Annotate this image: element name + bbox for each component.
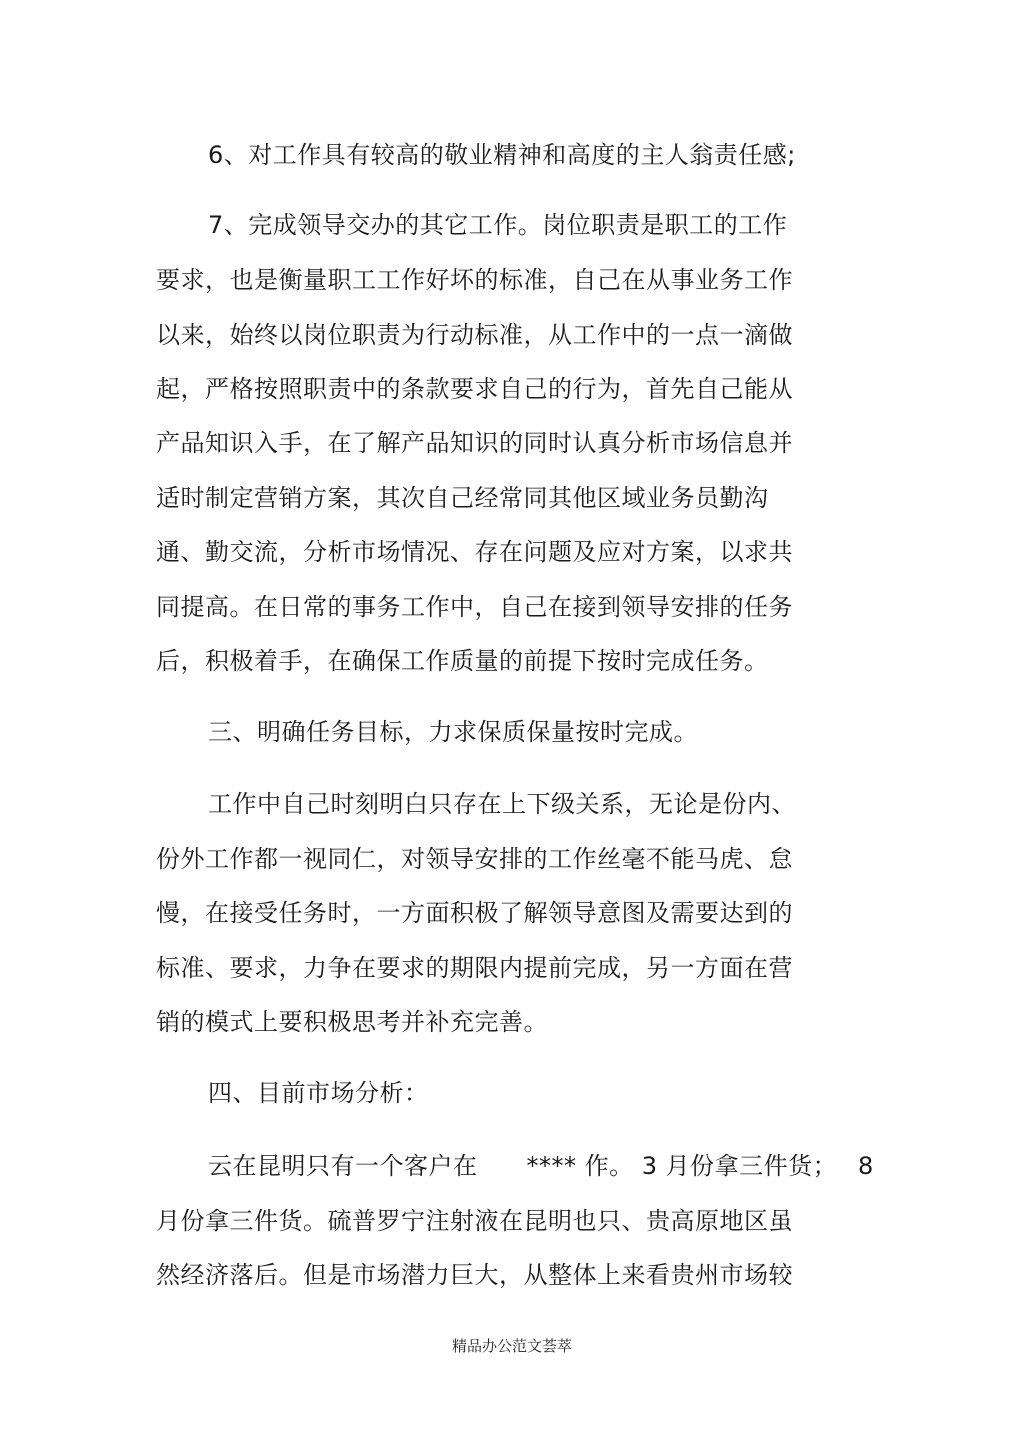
paragraph-item-7-line-6: 适时制定营销方案，其次自己经常同其他区域业务员勤沟 xyxy=(156,484,769,512)
paragraph-3-line-4: 标准、要求，力争在要求的期限内提前完成，另一方面在营 xyxy=(156,954,793,982)
paragraph-item-7-line-7: 通、勤交流，分析市场情况、存在问题及应对方案，以求共 xyxy=(156,538,793,566)
paragraph-item-7-line-3: 以来，始终以岗位职责为行动标准，从工作中的一点一滴做 xyxy=(156,321,793,349)
paragraph-3-line-2: 份外工作都一视同仁，对领导安排的工作丝毫不能马虎、怠 xyxy=(156,845,793,873)
paragraph-item-7-line-5: 产品知识入手，在了解产品知识的同时认真分析市场信息并 xyxy=(156,429,793,457)
paragraph-item-7-line-4: 起，严格按照职责中的条款要求自己的行为，首先自己能从 xyxy=(156,375,793,403)
paragraph-item-7-line-2: 要求，也是衡量职工工作好坏的标准，自己在从事业务工作 xyxy=(156,266,793,294)
paragraph-item-7-line-9: 后，积极着手，在确保工作质量的前提下按时完成任务。 xyxy=(156,647,769,675)
paragraph-4-line-1-tail: 8 xyxy=(858,1152,874,1180)
paragraph-3-line-1: 工作中自己时刻明白只存在上下级关系，无论是份内、 xyxy=(208,790,796,818)
paragraph-4-line-2: 月份拿三件货。硫普罗宁注射液在昆明也只、贵高原地区虽 xyxy=(156,1207,793,1235)
paragraph-item-7-line-1: 7、完成领导交办的其它工作。岗位职责是职工的工作 xyxy=(208,211,788,239)
paragraph-3-line-3: 慢，在接受任务时，一方面积极了解领导意图及需要达到的 xyxy=(156,899,793,927)
paragraph-3-line-5: 销的模式上要积极思考并补充完善。 xyxy=(156,1008,548,1036)
paragraph-item-6: 6、对工作具有较高的敬业精神和高度的主人翁责任感; xyxy=(208,141,796,169)
section-heading-3: 三、明确任务目标，力求保质保量按时完成。 xyxy=(208,718,698,746)
paragraph-4-line-1: 云在昆明只有一个客户在 **** 作。 3 月份拿三件货； xyxy=(208,1152,838,1180)
section-heading-4: 四、目前市场分析： xyxy=(208,1079,429,1107)
paragraph-item-7-line-8: 同提高。在日常的事务工作中，自己在接到领导安排的任务 xyxy=(156,593,793,621)
page-footer: 精品办公范文荟萃 xyxy=(451,1337,572,1355)
paragraph-4-line-3: 然经济落后。但是市场潜力巨大，从整体上来看贵州市场较 xyxy=(156,1261,793,1289)
